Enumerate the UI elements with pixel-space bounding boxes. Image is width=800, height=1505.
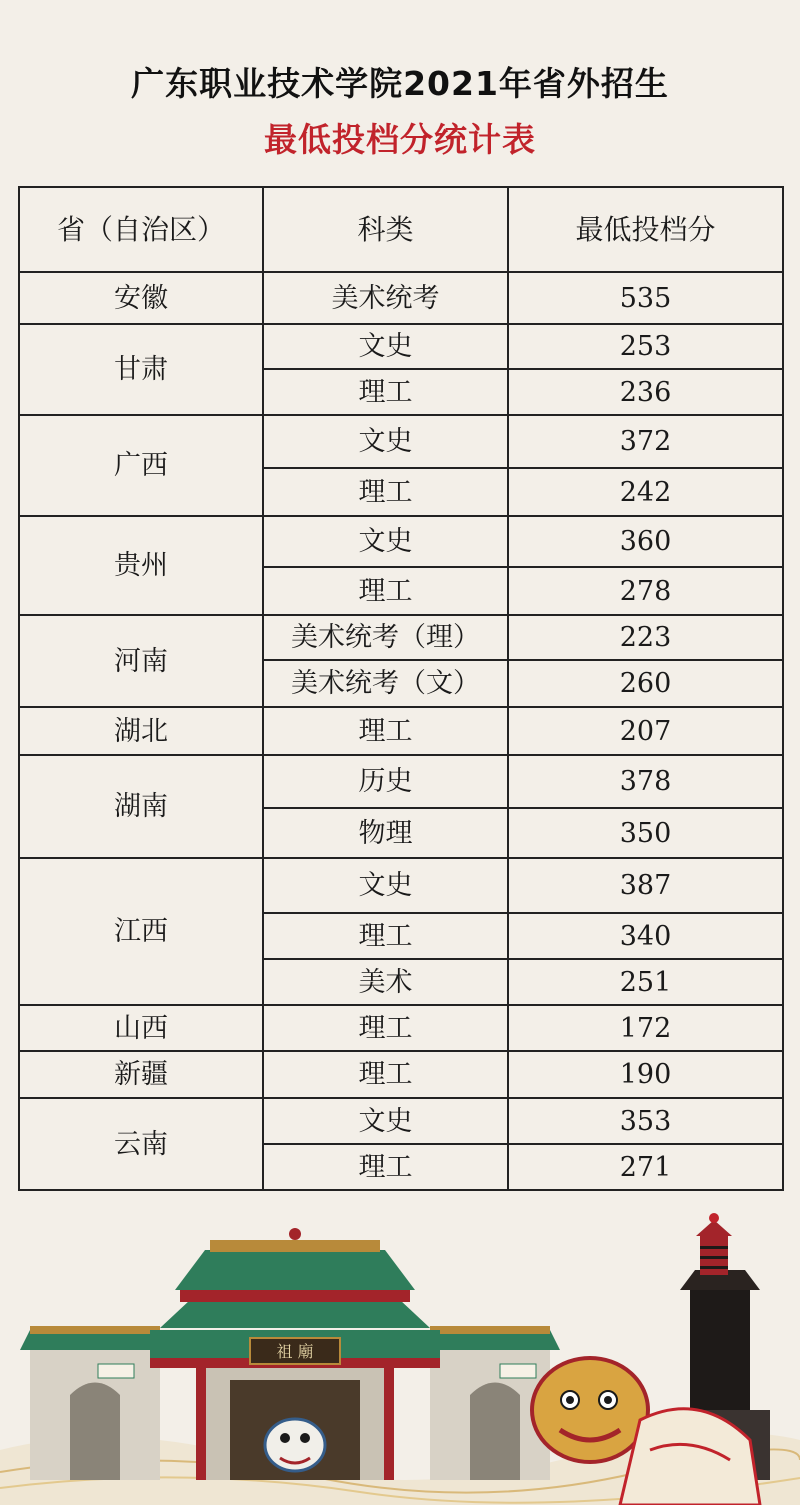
header (0, 0, 800, 180)
table-row (19, 415, 783, 468)
category-cell: 美术统考 (263, 272, 508, 324)
province-cell: 贵州 (19, 516, 263, 615)
column-header-score: 最低投档分 (508, 187, 783, 272)
lion-dance-small (265, 1419, 325, 1471)
category-cell: 理工 (263, 1005, 508, 1051)
score-cell: 378 (508, 755, 783, 808)
score-cell: 172 (508, 1005, 783, 1051)
province-cell: 云南 (19, 1098, 263, 1190)
score-cell: 190 (508, 1051, 783, 1098)
score-cell: 251 (508, 959, 783, 1005)
category-cell: 美术 (263, 959, 508, 1005)
score-cell: 236 (508, 369, 783, 415)
gate-plaque-text: 祖 廟 (276, 1342, 314, 1361)
score-cell: 242 (508, 468, 783, 516)
table-row (19, 1051, 783, 1098)
province-cell: 甘肃 (19, 324, 263, 415)
category-cell: 文史 (263, 1098, 508, 1144)
category-cell: 理工 (263, 913, 508, 959)
score-cell: 253 (508, 324, 783, 369)
table-row (19, 615, 783, 660)
column-header-province: 省（自治区） (19, 187, 263, 272)
table-row (19, 707, 783, 755)
category-cell: 美术统考（理） (263, 615, 508, 660)
category-cell: 理工 (263, 707, 508, 755)
score-cell: 350 (508, 808, 783, 858)
score-cell: 260 (508, 660, 783, 707)
table-row (19, 858, 783, 913)
left-wing-building (20, 1326, 170, 1480)
ancestral-temple-illustration (0, 1210, 800, 1505)
table-row (19, 1098, 783, 1144)
score-cell: 223 (508, 615, 783, 660)
table-row (19, 516, 783, 567)
category-cell: 物理 (263, 808, 508, 858)
province-cell: 山西 (19, 1005, 263, 1051)
category-cell: 理工 (263, 468, 508, 516)
category-cell: 理工 (263, 1144, 508, 1190)
province-cell: 新疆 (19, 1051, 263, 1098)
score-cell: 278 (508, 567, 783, 615)
category-cell: 文史 (263, 516, 508, 567)
footer-illustration (0, 1210, 800, 1505)
table-row (19, 272, 783, 324)
province-cell: 广西 (19, 415, 263, 516)
score-cell: 340 (508, 913, 783, 959)
category-cell: 美术统考（文） (263, 660, 508, 707)
table-row (19, 324, 783, 369)
category-cell: 理工 (263, 567, 508, 615)
province-cell: 安徽 (19, 272, 263, 324)
score-cell: 360 (508, 516, 783, 567)
table-row (19, 755, 783, 808)
page-subtitle: 最低投档分统计表 (264, 120, 536, 159)
category-cell: 文史 (263, 415, 508, 468)
score-table (18, 186, 784, 1191)
table-header-row (19, 187, 783, 272)
province-cell: 江西 (19, 858, 263, 1005)
category-cell: 理工 (263, 1051, 508, 1098)
category-cell: 历史 (263, 755, 508, 808)
score-cell: 387 (508, 858, 783, 913)
province-cell: 湖北 (19, 707, 263, 755)
category-cell: 文史 (263, 858, 508, 913)
province-cell: 河南 (19, 615, 263, 707)
table-row (19, 1005, 783, 1051)
category-cell: 文史 (263, 324, 508, 369)
score-cell: 535 (508, 272, 783, 324)
category-cell: 理工 (263, 369, 508, 415)
score-cell: 271 (508, 1144, 783, 1190)
score-cell: 372 (508, 415, 783, 468)
score-cell: 353 (508, 1098, 783, 1144)
column-header-category: 科类 (263, 187, 508, 272)
score-cell: 207 (508, 707, 783, 755)
table-body (19, 272, 783, 1190)
province-cell: 湖南 (19, 755, 263, 858)
page-title: 广东职业技术学院2021年省外招生 (131, 64, 669, 103)
